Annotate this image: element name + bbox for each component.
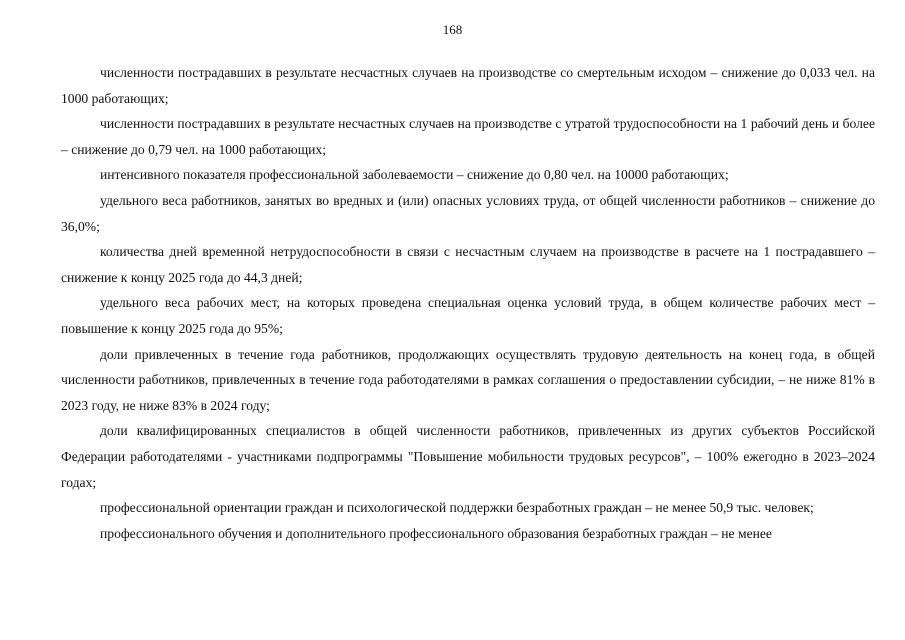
paragraph-attracted-workers: доли привлеченных в течение года работников, продолжающих осуществлять трудовую деятельность на конец года, в общей численности работников, привлеченных в течение года работодателями в рамках соглашения о предоставлении субсидии, – не ниже 81% в 2023 году, не ниже 83% в 2024 году; bbox=[61, 346, 875, 413]
paragraph-temporary-disability-days: количества дней временной нетрудоспособности в связи с несчастным случаем на производстве в расчете на 1 пострадавшего – снижение к концу 2025 года до 44,3 дней; bbox=[61, 244, 875, 285]
page-number: 168 bbox=[442, 22, 463, 37]
document-body bbox=[61, 60, 875, 546]
paragraph-fatal-injuries: численности пострадавших в результате несчастных случаев на производстве со смертельным исходом – снижение до 0,033 чел. на 1000 работающих; bbox=[61, 65, 875, 106]
paragraph-workplace-assessment: удельного веса рабочих мест, на которых проведена специальная оценка условий труда, в общем количестве рабочих мест – повышение к концу 2025 года до 95%; bbox=[61, 295, 875, 336]
paragraph-occupational-disease: интенсивного показателя профессиональной заболеваемости – снижение до 0,80 чел. на 10000 работающих; bbox=[100, 167, 729, 183]
paragraph-career-guidance: профессиональной ориентации граждан и психологической поддержки безработных граждан – не менее 50,9 тыс. человек; bbox=[100, 500, 814, 516]
paragraph-qualified-specialists: доли квалифицированных специалистов в общей численности работников, привлеченных из других субъектов Российской Федерации работодателями - участниками подпрограммы "Повышение мобильности трудовых ресурсов", – 100% ежегодно в 2023–2024 годах; bbox=[61, 423, 875, 490]
paragraph-hazardous-conditions: удельного веса работников, занятых во вредных и (или) опасных условиях труда, от общей численности работников – снижение до 36,0%; bbox=[61, 192, 875, 234]
paragraph-vocational-training: профессионального обучения и дополнительного профессионального образования безработных граждан – не менее bbox=[100, 525, 772, 541]
paragraph-disability-injuries: численности пострадавших в результате несчастных случаев на производстве с утратой трудоспособности на 1 рабочий день и более – снижение до 0,79 чел. на 1000 работающих; bbox=[61, 116, 875, 157]
